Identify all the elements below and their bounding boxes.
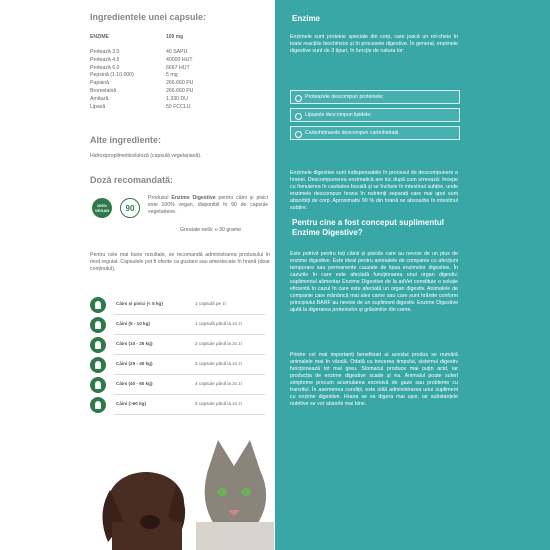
capsule-count-badge-icon [120, 198, 140, 218]
ingredients-table [90, 49, 270, 111]
list-item: Carbohidrazele descompun carbohidrații. [290, 126, 460, 140]
table-row [90, 395, 265, 415]
ingredients-title: Ingredientele unei capsule: [90, 12, 207, 22]
table-row [90, 295, 265, 315]
cat-body [196, 522, 274, 550]
table-row [90, 49, 270, 57]
table-row [90, 96, 270, 104]
product-text-2: pentru câini și pisici este 100% vegan, disponibil în 90 de capsule vegetariene. [148, 195, 269, 215]
dog-icon [90, 377, 106, 393]
ingredients-table-header [90, 34, 260, 40]
table-row [90, 88, 270, 96]
ingredient-value: 266.660 PU [166, 87, 194, 94]
dog-nose [140, 515, 160, 529]
product-text-1: Produsul [148, 195, 172, 201]
list-item: Proteazele descompun proteinele; [290, 90, 460, 104]
ingredient-name: Protează 4.5 [90, 56, 120, 63]
capsule-count: 90 [125, 203, 135, 213]
table-row [90, 355, 265, 375]
administration-advice: Pentru cele mai bune rezultate, se recomandă administrarea produsului în mod regulat. Capsulele pot fi oferite ca gustare sau amestecate în hrană (doar conținutul). [90, 252, 270, 272]
table-row [90, 57, 270, 65]
dose-amount: 2 capsule până la 2x zi [195, 341, 242, 346]
header-dose: 100 mg [166, 34, 184, 40]
table-row [90, 104, 270, 112]
table-row [90, 335, 265, 355]
ingredient-name: Protează 6.0 [90, 64, 120, 71]
dose-weight: Câini (>60 kg) [116, 401, 146, 406]
dose-amount: 5 capsule până la 2x zi [195, 401, 242, 406]
for-whom-paragraph-1: Este potrivit pentru toți câinii și pisicile care au nevoie de un plus de enzime digestive. Este ideal pentru animalele de companie cu afecțiuni temporare sau permanente cauzate de lipsa enzimelor digestive. În cazurile în care este afectată funcționarea unui organ digestiv, suplimentul alimentar Enzime Digestive de la adVet constituie o soluție eficientă în cazul în care este afectată un organ digestiv. Animalele de companie care mănâncă mai ales carne sau care sunt hrănite conform principiului BARF au nevoie de un supliment digestiv. Enzime Digestive ajută la digerarea proteinelor și grăsimilor din carne. [290, 251, 458, 313]
row-divider [114, 414, 265, 415]
cat-eye [241, 488, 251, 496]
ingredient-value: 50 FCCLU [166, 103, 191, 110]
ingredient-name: Lipază [90, 103, 106, 110]
dose-amount: 1 capsulă până la 2x zi [195, 321, 242, 326]
product-name: Enzime Digestive [171, 195, 216, 201]
table-row [90, 65, 270, 73]
dog-icon [90, 397, 106, 413]
ingredient-name: Pepsină (1:10.000) [90, 72, 134, 79]
table-row [90, 72, 270, 80]
list-item: Lipazele descompun lipidele; [290, 108, 460, 122]
dog-icon [90, 337, 106, 353]
ingredient-value: 5 mg [166, 72, 178, 79]
dose-weight: Câini și pisici (< 5 kg) [116, 301, 163, 306]
ingredient-value: 6667 HUT [166, 64, 190, 71]
ingredient-name: Amilază [90, 95, 109, 102]
for-whom-paragraph-2: Printre cei mai importanți beneficiari ai acestui produs se numără animalele mai în vârstă. Odată cu trecerea timpului, sistemul digestiv funcționează tot mai greu. Stomacul produce mai puțin acid, iar producția de enzime digestive scade și ea. Animalul poate suferi simptome precum acumularea excesivă de gaze sau probleme cu tranzitul. În asemenea condiții, este utilă administrarea unui supliment cu enzime digestive. Hrana se va digera mai ușor, iar substanțele nutritive se vor absorbi mai bine. [290, 352, 458, 407]
other-ingredients-title: Alte ingrediente: [90, 135, 162, 145]
vegan-badge-line1: 100% [96, 203, 108, 208]
dog-icon [90, 317, 106, 333]
ingredient-value: 1.330 DU [166, 95, 188, 102]
dose-weight: Câini (5 - 10 kg) [116, 321, 150, 326]
dose-amount: 4 capsule până la 2x zi [195, 381, 242, 386]
vegan-badge-icon [92, 198, 112, 218]
dog-and-cat-photo [88, 430, 274, 550]
dose-weight: Câini (10 - 25 kg) [116, 341, 153, 346]
enzymes-title: Enzime [292, 14, 321, 23]
enzymes-intro: Enzimele sunt proteine speciale din corp, care joacă un rol-cheie în toate reacțiile biochimice și în procesele digestive. În general, enzimele digestive sunt de 3 tipuri, în funcție de natura lor: [290, 34, 458, 54]
ingredient-name: Bromelaină [90, 87, 117, 94]
dose-amount: 1 capsulă pe zi [195, 301, 226, 306]
ingredient-name: Protează 3.0 [90, 49, 120, 55]
for-whom-title: Pentru cine a fost conceput suplimentul Enzime Digestive? [292, 218, 445, 237]
dose-table [90, 295, 265, 415]
pet-icon [90, 297, 106, 313]
dose-weight: Câini (25 - 40 kg) [116, 361, 153, 366]
enzymes-body: Enzimele digestive sunt indispensabile în procesul de descompunere a hranei. Descompunerea enzimatică are loc după cum urmează: începe cu înmuierea în cavitatea bucală și se încheie în intestinul subțire, unde enzimele descompun hrana în nutrienți separați care mai apoi sunt absorbiți de corp. Aproximativ 90 % din hrană se absoarbe în intestinul subțire. [290, 170, 458, 211]
ingredient-value: 40000 HUT [166, 56, 193, 63]
table-row [90, 315, 265, 335]
dose-amount: 3 capsule până la 2x zi [195, 361, 242, 366]
dog-icon [90, 357, 106, 373]
other-ingredients-text: Hidroxipropilmetilceluloză (capsulă vegetariană). [90, 153, 202, 159]
dose-title: Doză recomandată: [90, 175, 174, 185]
vegan-badge-line2: VEGAN [94, 208, 110, 213]
cat-eye [217, 488, 227, 496]
table-row [90, 80, 270, 88]
ingredient-name: Papaină [90, 80, 110, 87]
header-enzymes: ENZIME [90, 34, 109, 40]
net-weight: Greutate netă: ℮ 30 grame [180, 227, 242, 233]
enzyme-types-list [290, 90, 460, 150]
dose-weight: Câini (40 - 60 kg) [116, 381, 153, 386]
product-description [148, 195, 268, 216]
ingredient-value: 40 SAPU [166, 49, 188, 55]
ingredient-value: 266.660 PU [166, 80, 194, 87]
table-row [90, 375, 265, 395]
